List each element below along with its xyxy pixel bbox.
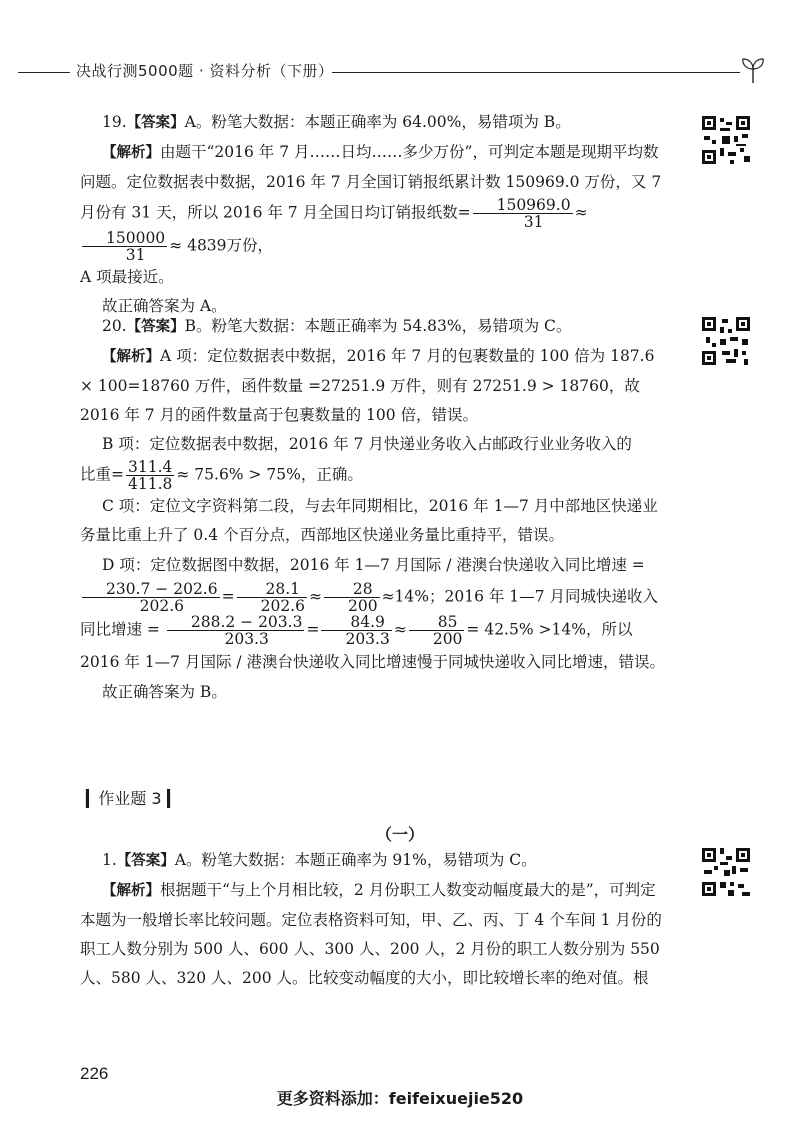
qr-code-icon [700,315,752,367]
qr-code-icon [700,846,752,898]
fraction [321,614,391,647]
analysis-text: 比重= [80,465,124,484]
analysis-paragraph: D 项：定位数据图中数据，2016 年 1—7 月国际 / 港澳台快递收入同比增速 = $\frac{230.7 - 202.6}{202.6}$ = $\frac{28.1}{202.6}$ ≈ $\frac{28}{200}$ ≈14%；2016 年 1—7 月同城快递收入同比增速 = $\frac{288.2 - 203.3}{203.3}$ = $\frac{84.9}{203.3}$ ≈ $\frac{85}{200}$ = 42.5% >14%，所以 2016 年 1—7 月国际 / 港澳台快递收入同比增速慢于同城快递收入同比增速，错误。 [80,556,666,671]
analysis-tag: 【解析】 [102,145,160,161]
analysis-paragraph [80,459,670,492]
analysis-result: ≈ 4839万份， [169,236,274,255]
answer-tag: 【答案】 [126,115,185,131]
section-bar-left: ▎ [86,789,99,808]
question-number: 20. [102,317,127,335]
sub-section-title: （一） [375,825,424,844]
fraction [473,197,573,230]
analysis-paragraph: C 项：定位文字资料第二段，与去年同期相比，2016 年 1—7 月中部地区快递业务量比重上升了 0.4 个百分点，西部地区快递业务量比重持平，错误。 [80,497,658,544]
fraction-numerator: 28.1 [237,581,307,598]
fraction-numerator: 85 [409,614,465,631]
fraction [126,459,174,492]
analysis-paragraph: A 项最接近。 [80,268,174,286]
answer-text: A。粉笔大数据：本题正确率为 64.00%，易错项为 B。 [184,113,571,131]
qr-code-icon [700,114,752,166]
analysis-text: = 42.5% >14%，所以 2016 年 1—7 月国际 / 港澳台快递收入同比增速慢于同城快递收入同比增速，错误。 [80,620,666,671]
fraction [409,614,465,647]
question-1-block [80,846,670,993]
fraction-denominator: 31 [125,246,146,264]
analysis-tag: 【解析】 [102,883,160,899]
header-title: 决战行测5000题 · 资料分析（下册） [76,62,334,80]
section-bar-right: ▎ [161,789,180,808]
analysis-text: ≈14%；2016 年 1—7 月同城快递收入同比增速 = [80,587,658,639]
answer-text: A。粉笔大数据：本题正确率为 91%，易错项为 C。 [174,851,537,869]
fraction-numerator: 311.4 [128,458,173,476]
fraction-denominator: 203.3 [345,630,390,648]
fraction-numerator: 230.7 − 202.6 [82,581,220,598]
fraction-denominator: 200 [347,597,378,615]
fraction [82,581,220,614]
analysis-tag: 【解析】 [102,349,160,365]
fraction [82,230,167,263]
fraction-numerator: 150000 [82,230,167,247]
fraction-denominator: 202.6 [260,597,305,615]
answer-line [80,108,670,138]
question-number: 19. [102,113,127,131]
fraction [237,581,307,614]
fraction-denominator: 411.8 [128,475,173,493]
fraction-denominator: 200 [432,630,463,648]
analysis-text: A 项：定位数据表中数据，2016 年 7 月的包裹数量的 100 倍为 187.6 × 100=18760 万件，函件数量 =27251.9 万件，则有 27251.9 > 18760，故 2016 年 7 月的函件数量高于包裹数量的 100 倍，错误。 [80,347,655,424]
page-header [18,56,758,86]
question-19-block [80,108,670,321]
answer-line [80,846,670,876]
fraction [324,581,380,614]
answer-text: B。粉笔大数据：本题正确率为 54.83%，易错项为 C。 [184,317,572,335]
section-title [86,786,179,809]
page-number: 226 [80,1064,109,1083]
header-rule-left [18,72,70,73]
fraction-denominator: 203.3 [224,630,269,648]
section-title-text: 作业题 3 [98,789,162,808]
question-20-block [80,312,670,707]
answer-tag: 【答案】 [116,853,175,869]
fraction [167,614,305,647]
analysis-paragraph [80,876,670,993]
fraction-numerator: 150969.0 [473,197,573,214]
analysis-text: 根据题干“与上个月相比较，2 月份职工人数变动幅度最大的是”，可判定本题为一般增长率比较问题。定位表格资料可知，甲、乙、丙、丁 4 个车间 1 月份的职工人数分别为 500 人、600 人、300 人、200 人，2 月份的职工人数分别为 550 人、580 人、320 人、200 人。比较变动幅度的大小，即比较增长率的绝对值。根 [80,881,662,987]
analysis-text: 由题干“2016 年 7 月……日均……多少万份”，可判定本题是现期平均数问题。定位数据表中数据，2016 年 7 月全国订销报纸累计数 150969.0 万份，又 7 月份有 31 天，所以 2016 年 7 月全国日均订销报纸数= [80,143,662,222]
sprout-icon [740,56,766,84]
header-rule-right [332,72,740,73]
analysis-paragraph [80,342,670,430]
question-number: 1. [102,851,117,869]
analysis-paragraph: B 项：定位数据表中数据，2016 年 7 月快递业务收入占邮政行业业务收入的 [102,435,632,453]
analysis-paragraph: 【解析】由题干“2016 年 7 月……日均……多少万份”，可判定本题是现期平均数问题。定位数据表中数据，2016 年 7 月全国订销报纸累计数 150969.0 万份，又 7 月份有 31 天，所以 2016 年 7 月全国日均订销报纸数= $\frac{150969.0}{31}$ ≈ $\frac{150000}{31}$ ≈ 4839万份， [80,143,662,264]
fraction-numerator: 288.2 − 203.3 [167,614,305,631]
fraction-denominator: 31 [523,213,544,231]
conclusion: 故正确答案为 A。 [102,297,227,315]
answer-tag: 【答案】 [126,319,185,335]
analysis-text: ≈ 75.6% > 75%，正确。 [176,465,363,484]
answer-line [80,312,670,342]
fraction-denominator: 202.6 [139,597,184,615]
analysis-text: D 项：定位数据图中数据，2016 年 1—7 月国际 / 港澳台快递收入同比增速 = [102,556,645,574]
fraction-numerator: 84.9 [321,614,391,631]
conclusion: 故正确答案为 B。 [102,683,227,701]
footer-note: 更多资料添加：feifeixuejie520 [276,1089,524,1108]
fraction-numerator: 28 [324,581,380,598]
